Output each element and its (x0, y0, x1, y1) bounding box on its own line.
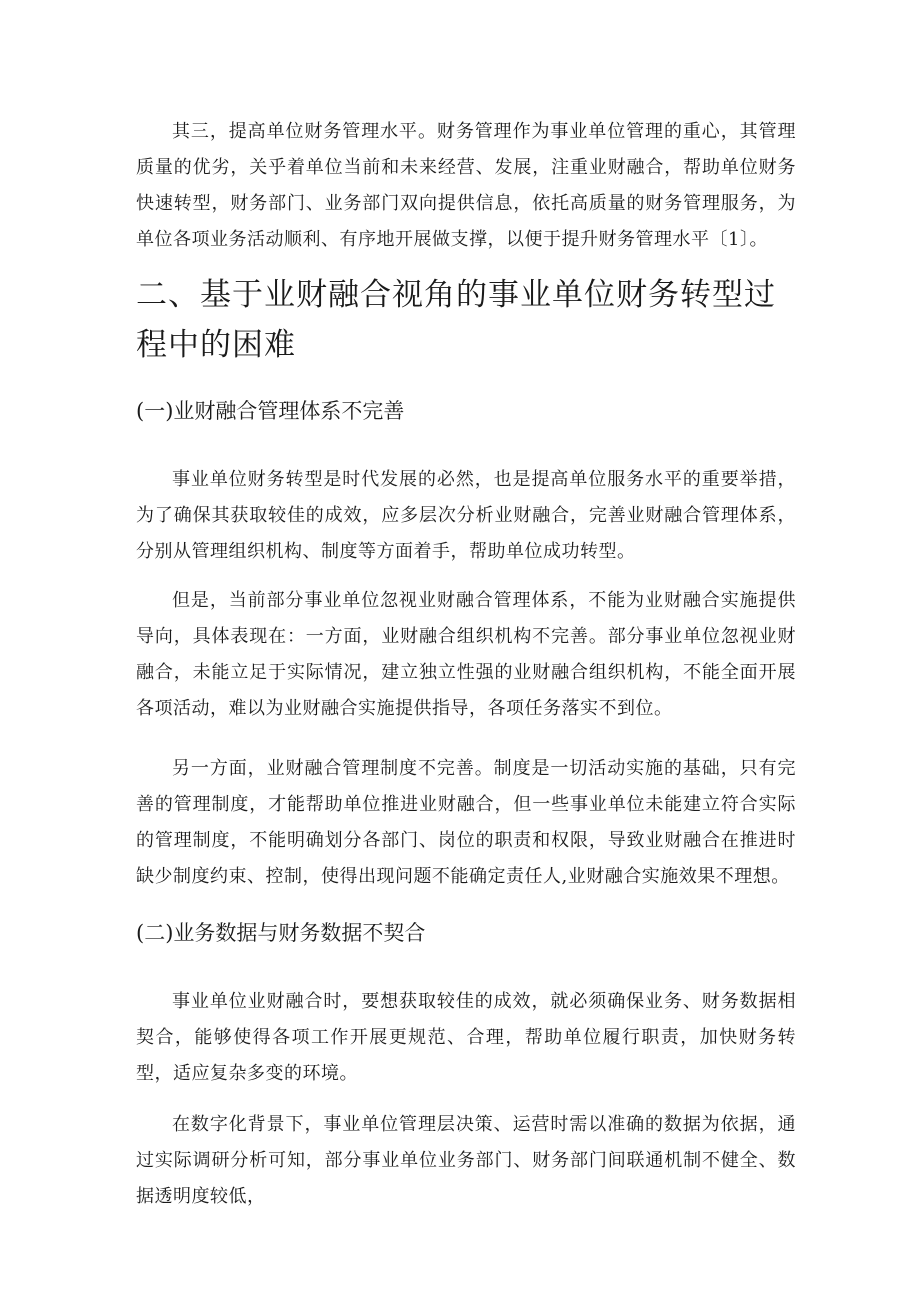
body-paragraph: 事业单位财务转型是时代发展的必然，也是提高单位服务水平的重要举措，为了确保其获取较佳的成效，应多层次分析业财融合，完善业财融合管理体系，分别从管理组织机构、制度等方面着手，帮助单位成功转型。 (136, 469, 796, 562)
body-paragraph: 但是，当前部分事业单位忽视业财融合管理体系，不能为业财融合实施提供导向，具体表现在：一方面，业财融合组织机构不完善。部分事业单位忽视业财融合，未能立足于实际情况，建立独立性强的业财融合组织机构，不能全面开展各项活动，难以为业财融合实施提供指导，各项任务落实不到位。 (136, 590, 796, 719)
body-paragraph: 在数字化背景下，事业单位管理层决策、运营时需以准确的数据为依据，通过实际调研分析可知，部分事业单位业务部门、财务部门间联通机制不健全、数据透明度较低， (136, 1114, 796, 1207)
subsection-heading: (二)业务数据与财务数据不契合 (136, 921, 426, 945)
body-paragraph: 其三，提高单位财务管理水平。财务管理作为事业单位管理的重心，其管理质量的优劣，关乎着单位当前和未来经营、发展，注重业财融合，帮助单位财务快速转型，财务部门、业务部门双向提供信息，依托高质量的财务管理服务，为单位各项业务活动顺利、有序地开展做支撑，以便于提升财务管理水平〔1〕。 (136, 121, 796, 250)
subsection-heading: (一)业财融合管理体系不完善 (136, 399, 405, 423)
body-paragraph: 事业单位业财融合时，要想获取较佳的成效，就必须确保业务、财务数据相契合，能够使得各项工作开展更规范、合理，帮助单位履行职责，加快财务转型，适应复杂多变的环境。 (136, 991, 796, 1084)
section-heading: 二、基于业财融合视角的事业单位财务转型过程中的困难 (136, 277, 776, 363)
body-paragraph: 另一方面，业财融合管理制度不完善。制度是一切活动实施的基础，只有完善的管理制度，才能帮助单位推进业财融合，但一些事业单位未能建立符合实际的管理制度，不能明确划分各部门、岗位的职责和权限，导致业财融合在推进时缺少制度约束、控制，使得出现问题不能确定责任人,业财融合实施效果不理想。 (136, 758, 796, 887)
